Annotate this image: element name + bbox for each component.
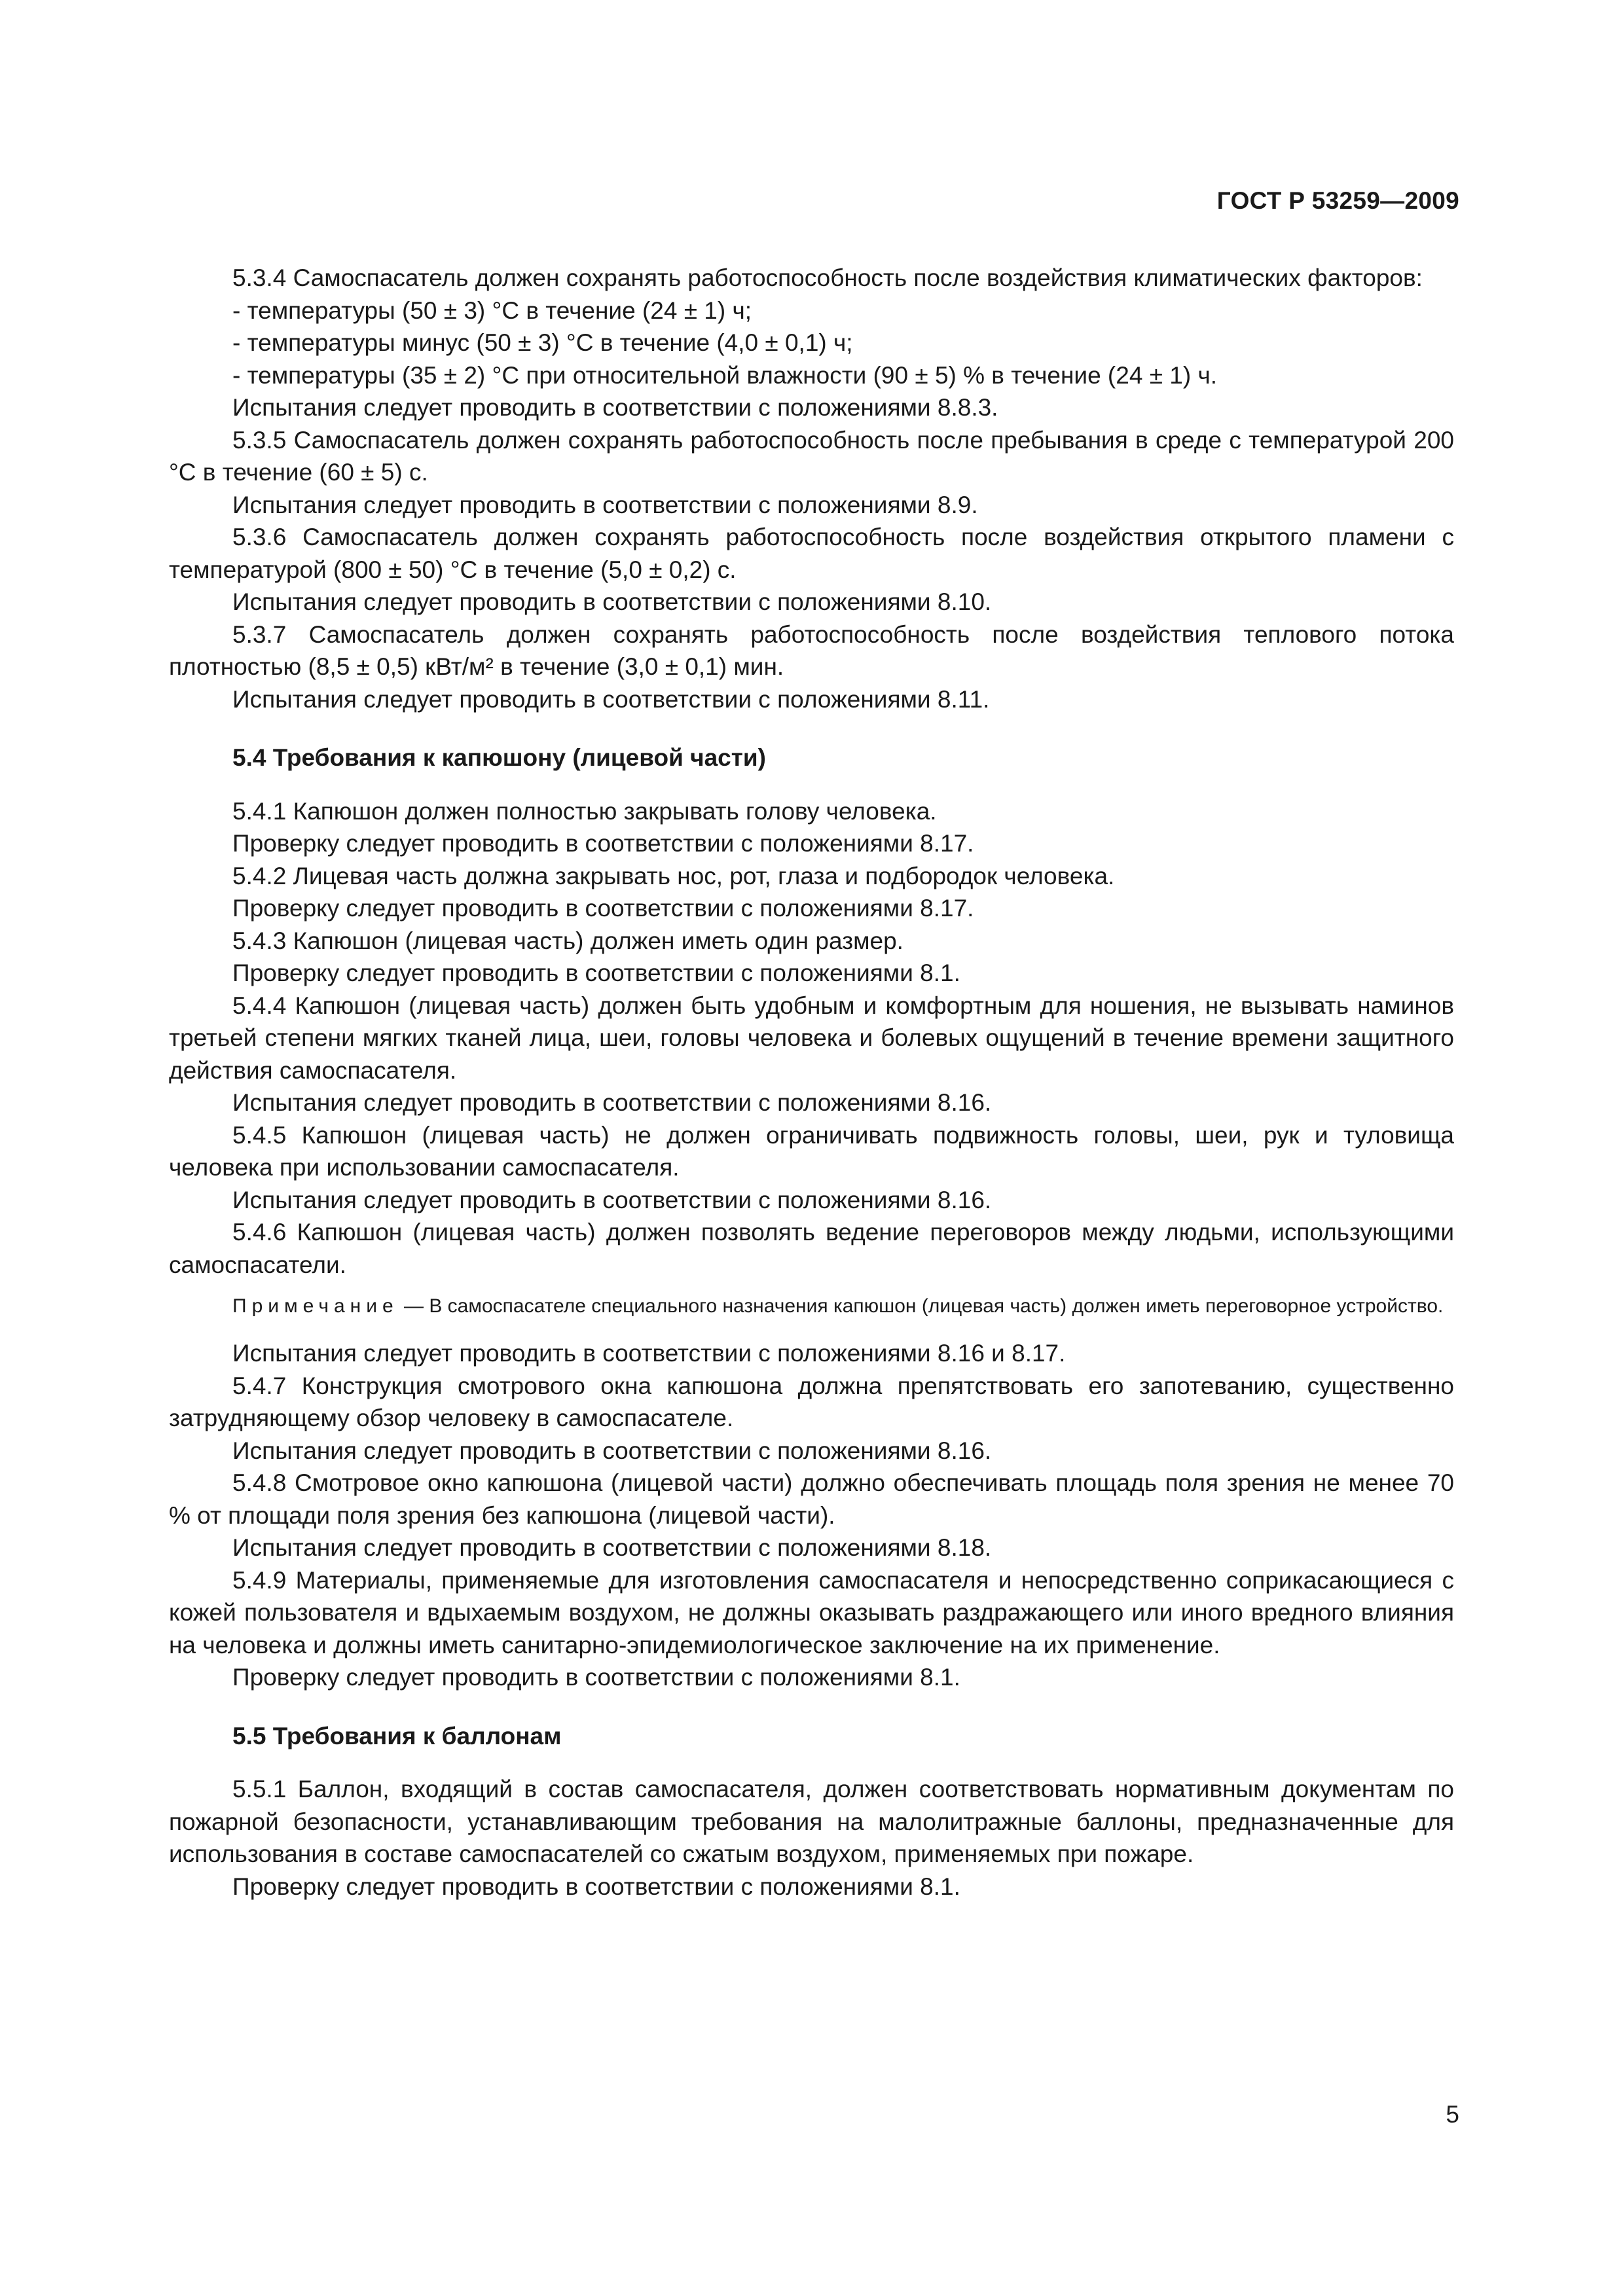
paragraph-5-4-8: 5.4.8 Смотровое окно капюшона (лицевой части) должно обеспечивать площадь поля зрения не менее 70 % от площади поля зрения без капюшона (лицевой части).	[169, 1469, 1454, 1529]
section-heading-5-4: 5.4 Требования к капюшону (лицевой части)	[232, 744, 766, 771]
paragraph-5-4-9: 5.4.9 Материалы, применяемые для изготовления самоспасателя и непосредственно соприкасающиеся с кожей пользователя и вдыхаемым воздухом, не должны оказывать раздражающего или иного вредного влияния на человека и должны иметь санитарно-эпидемиологическое заключение на их применение.	[169, 1566, 1454, 1659]
paragraph-5-4-1: 5.4.1 Капюшон должен полностью закрывать голову человека.	[232, 797, 937, 825]
check-reference-5-4-2: Проверку следует проводить в соответствии с положениями 8.17.	[232, 895, 974, 922]
paragraph-5-5-1: 5.5.1 Баллон, входящий в состав самоспасателя, должен соответствовать нормативным документам по пожарной безопасности, устанавливающим требования на малолитражные баллоны, предназначенные для использования в составе самоспасателей со сжатым воздухом, применяемых при пожаре.	[169, 1776, 1454, 1867]
paragraph-5-3-7: 5.3.7 Самоспасатель должен сохранять работоспособность после воздействия теплового потока плотностью (8,5 ± 0,5) кВт/м² в течение (3,0 ± 0,1) мин.	[169, 620, 1454, 680]
section-heading-5-5: 5.5 Требования к баллонам	[232, 1722, 562, 1749]
check-reference-5-4-3: Проверку следует проводить в соответствии с положениями 8.1.	[232, 960, 960, 986]
document-body	[169, 262, 1454, 1903]
test-reference-5-4-7: Испытания следует проводить в соответствии с положениями 8.16.	[232, 1437, 992, 1464]
check-reference-5-5-1: Проверку следует проводить в соответствии с положениями 8.1.	[232, 1873, 960, 1900]
check-reference-5-4-9: Проверку следует проводить в соответствии с положениями 8.1.	[232, 1664, 960, 1691]
page-number: 5	[1446, 2101, 1459, 2128]
test-reference-5-3-4: Испытания следует проводить в соответствии с положениями 8.8.3.	[232, 394, 998, 421]
paragraph-5-4-4: 5.4.4 Капюшон (лицевая часть) должен быть удобным и комфортным для ношения, не вызывать наминов третьей степени мягких тканей лица, шеи, головы человека и болевых ощущений в течение времени защитного действия самоспасателя.	[169, 992, 1454, 1084]
spacer	[169, 715, 1454, 742]
test-reference-5-4-4: Испытания следует проводить в соответствии с положениями 8.16.	[232, 1089, 992, 1116]
paragraph-5-4-7: 5.4.7 Конструкция смотрового окна капюшона должна препятствовать его запотеванию, существенно затрудняющему обзор человеку в самоспасателе.	[169, 1372, 1454, 1431]
spacer	[169, 774, 1454, 795]
paragraph-5-4-6: 5.4.6 Капюшон (лицевая часть) должен позволять ведение переговоров между людьми, использующими самоспасатели.	[169, 1219, 1454, 1278]
spacer	[169, 1694, 1454, 1720]
note-label: Примечание	[232, 1295, 399, 1317]
paragraph-5-3-6: 5.3.6 Самоспасатель должен сохранять работоспособность после воздействия открытого пламени с температурой (800 ± 50) °С в течение (5,0 ± 0,2) с.	[169, 524, 1454, 583]
note	[169, 1293, 1454, 1320]
test-reference-5-4-6: Испытания следует проводить в соответствии с положениями 8.16 и 8.17.	[232, 1340, 1066, 1367]
paragraph-5-3-5: 5.3.5 Самоспасатель должен сохранять работоспособность после пребывания в среде с температурой 200 °С в течение (60 ± 5) с.	[169, 426, 1454, 486]
paragraph-5-4-3: 5.4.3 Капюшон (лицевая часть) должен иметь один размер.	[232, 927, 903, 954]
paragraph-5-3-4: 5.3.4 Самоспасатель должен сохранять работоспособность после воздействия климатических факторов:	[232, 264, 1423, 291]
test-reference-5-3-7: Испытания следует проводить в соответствии с положениями 8.11.	[232, 685, 990, 713]
check-reference-5-4-1: Проверку следует проводить в соответствии с положениями 8.17.	[232, 830, 974, 857]
list-item-temperature-low: - температуры минус (50 ± 3) °С в течение (4,0 ± 0,1) ч;	[232, 329, 853, 356]
test-reference-5-4-8: Испытания следует проводить в соответствии с положениями 8.18.	[232, 1534, 992, 1561]
paragraph-5-4-5: 5.4.5 Капюшон (лицевая часть) не должен ограничивать подвижность головы, шеи, рук и туловища человека при использовании самоспасателя.	[169, 1121, 1454, 1181]
document-code-header: ГОСТ Р 53259—2009	[1216, 187, 1459, 214]
list-item-temperature-humidity: - температуры (35 ± 2) °С при относительной влажности (90 ± 5) % в течение (24 ± 1) ч.	[232, 361, 1218, 389]
spacer	[169, 1752, 1454, 1773]
test-reference-5-3-5: Испытания следует проводить в соответствии с положениями 8.9.	[232, 491, 978, 518]
paragraph-5-4-2: 5.4.2 Лицевая часть должна закрывать нос, рот, глаза и подбородок человека.	[232, 862, 1115, 889]
test-reference-5-4-5: Испытания следует проводить в соответствии с положениями 8.16.	[232, 1186, 992, 1213]
note-text: — В самоспасателе специального назначения капюшон (лицевая часть) должен иметь переговорное устройство.	[398, 1295, 1444, 1317]
test-reference-5-3-6: Испытания следует проводить в соответствии с положениями 8.10.	[232, 588, 992, 615]
list-item-temperature-high: - температуры (50 ± 3) °С в течение (24 ± 1) ч;	[232, 296, 752, 324]
